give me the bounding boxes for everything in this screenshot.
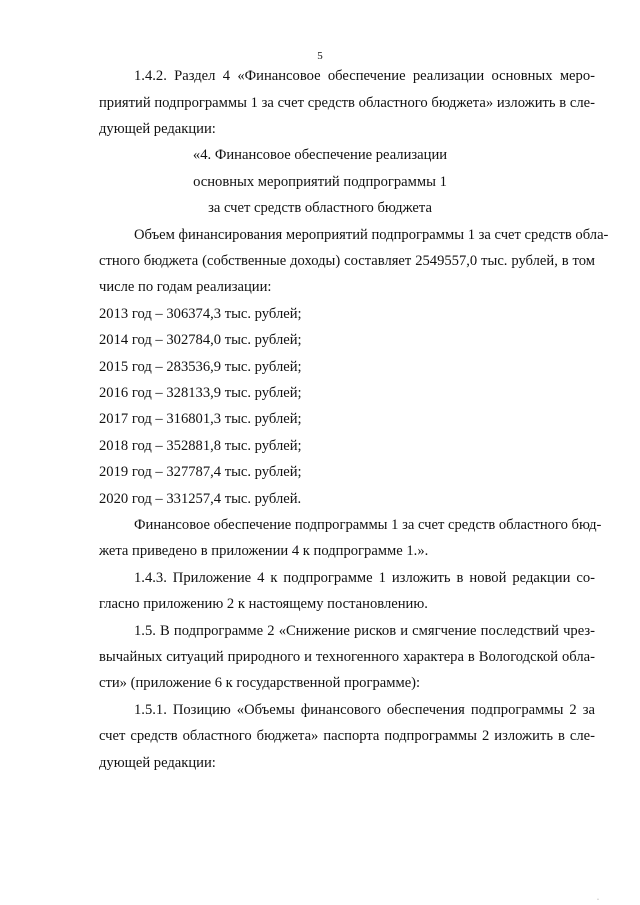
year-item: 2016 год – 328133,9 тыс. рублей; xyxy=(99,385,302,401)
year-item: 2020 год – 331257,4 тыс. рублей. xyxy=(99,491,302,507)
text-line: Объем финансирования мероприятий подпрограммы 1 за счет средств обла- xyxy=(134,227,609,243)
text-line: стного бюджета (собственные доходы) составляет 2549557,0 тыс. рублей, в том xyxy=(99,253,595,269)
year-item: 2018 год – 352881,8 тыс. рублей; xyxy=(99,438,302,454)
text-line: дующей редакции: xyxy=(99,755,216,771)
year-item: 2017 год – 316801,3 тыс. рублей; xyxy=(99,411,302,427)
year-item: 2013 год – 306374,3 тыс. рублей; xyxy=(99,306,302,322)
text-line: вычайных ситуаций природного и техногенного характера в Вологодской обла- xyxy=(99,649,595,665)
section-title-line: основных мероприятий подпрограммы 1 xyxy=(193,174,447,190)
year-item: 2015 год – 283536,9 тыс. рублей; xyxy=(99,359,302,375)
text-line: счет средств областного бюджета» паспорта подпрограммы 2 изложить в сле- xyxy=(99,728,595,744)
text-line: 1.4.2. Раздел 4 «Финансовое обеспечение реализации основных меро- xyxy=(134,68,595,84)
text-line: сти» (приложение 6 к государственной программе): xyxy=(99,675,421,691)
text-line: 1.4.3. Приложение 4 к подпрограмме 1 изложить в новой редакции со- xyxy=(134,570,595,586)
text-line: приятий подпрограммы 1 за счет средств областного бюджета» изложить в сле- xyxy=(99,95,595,111)
section-title-line: «4. Финансовое обеспечение реализации xyxy=(192,147,448,163)
text-line: 1.5.1. Позицию «Объемы финансового обеспечения подпрограммы 2 за xyxy=(134,702,595,718)
text-line: гласно приложению 2 к настоящему постановлению. xyxy=(99,596,428,612)
text-line: числе по годам реализации: xyxy=(99,279,272,295)
corner-mark: · xyxy=(597,897,599,903)
text-line: дующей редакции: xyxy=(99,121,216,137)
section-title-line: за счет средств областного бюджета xyxy=(208,200,432,216)
text-line: Финансовое обеспечение подпрограммы 1 за счет средств областного бюд- xyxy=(134,517,602,533)
year-item: 2014 год – 302784,0 тыс. рублей; xyxy=(99,332,302,348)
year-item: 2019 год – 327787,4 тыс. рублей; xyxy=(99,464,302,480)
page-number: 5 xyxy=(317,50,323,62)
text-line: 1.5. В подпрограмме 2 «Снижение рисков и смягчение последствий чрез- xyxy=(134,623,595,639)
text-line: жета приведено в приложении 4 к подпрограмме 1.». xyxy=(99,543,429,559)
